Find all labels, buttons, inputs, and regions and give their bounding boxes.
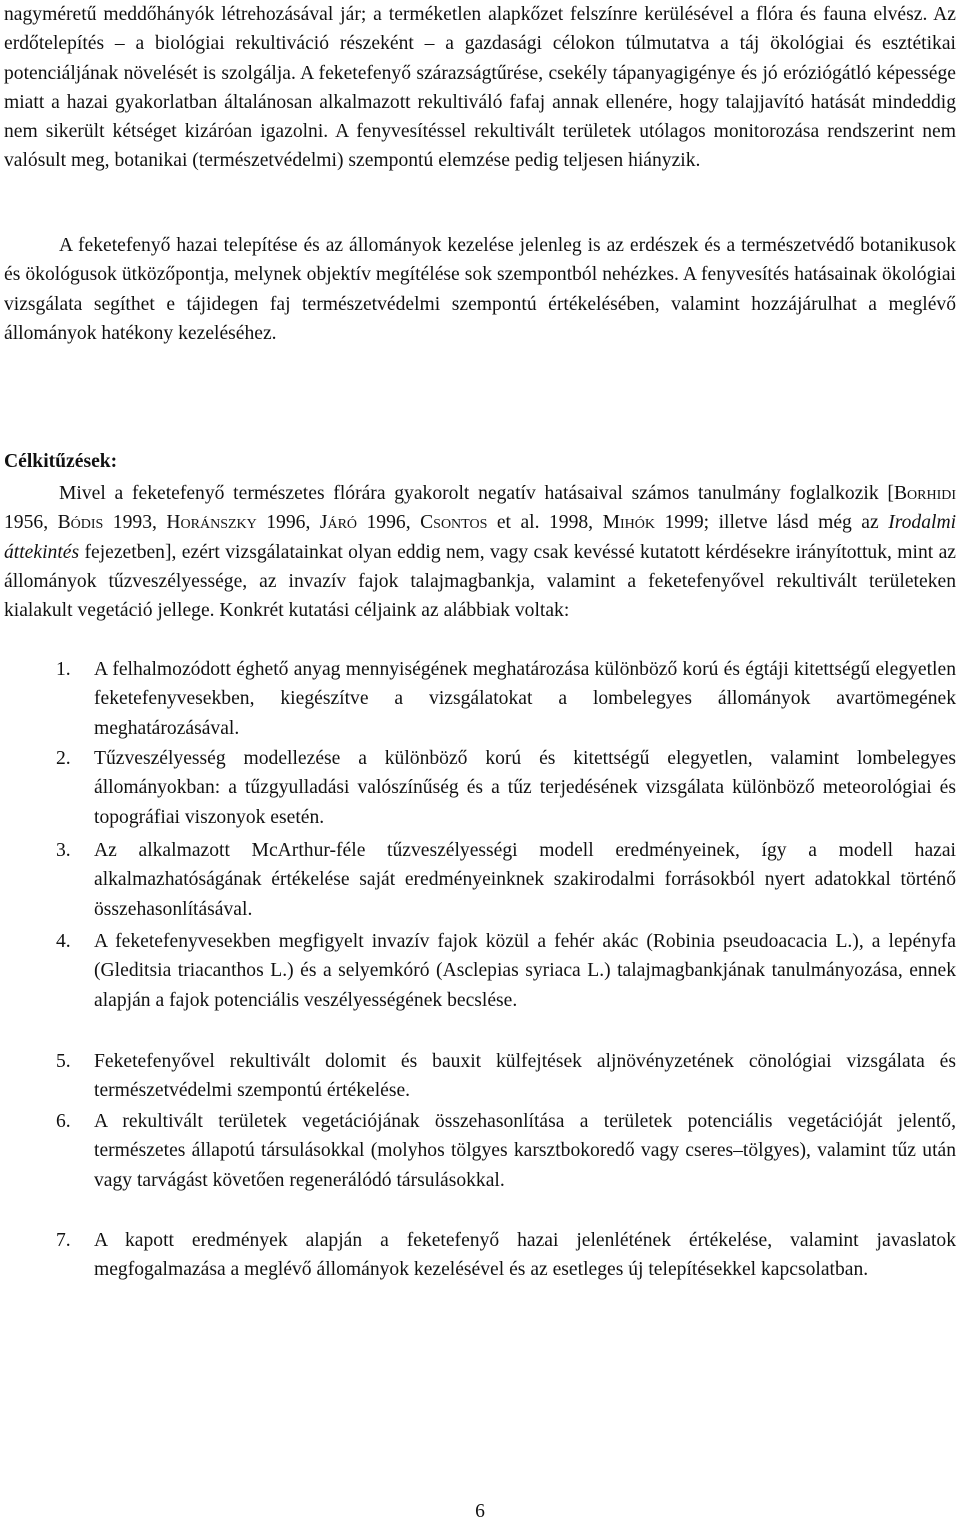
citation-author: Csontos — [420, 512, 488, 534]
list-item — [4, 744, 956, 832]
list-item — [4, 836, 956, 924]
list-item-number: 3. — [56, 840, 71, 861]
list-item — [4, 927, 956, 1015]
citation-author: Bódis — [57, 512, 104, 534]
intro-paragraph — [4, 0, 956, 176]
intro-sentence-3: A fenyvesítéssel rekultivált területek utólagos monitorozása rendszerint nem valósult meg, botanikai (természetvédelmi) szempontú elemzése pedig teljesen hiányzik. — [4, 121, 956, 172]
list-item-text: A feketefenyvesekben megfigyelt invazív fajok közül a fehér akác (Robinia pseudoacacia L.), a lepényfa (Gleditsia triacanthos L.) és a selyemkóró (Asclepias syriaca L.) talajmagbankjának tanulmányozása, ennek alapján a fajok potenciális veszélyességének becslése. — [94, 931, 956, 1011]
citation-author: Mihók — [602, 512, 655, 534]
list-item-number: 2. — [56, 748, 71, 769]
citation-author: Borhidi — [893, 483, 956, 504]
intro-sentence-1: nagyméretű meddőhányók létrehozásával jár; a terméketlen alapkőzet felszínre kerülésével a flóra és fauna elvész. Az erdőtelepítés – a biológiai rekultiváció részeként – a gazdasági célokon túlmutatva a táj ökológiai és esztétikai potenciáljának növelését is szolgálja. — [4, 4, 956, 84]
list-item-text: Az alkalmazott McArthur-féle tűzveszélyességi modell eredményeinek, így a modell hazai alkalmazhatóságának értékelése saját eredményeinknek szakirodalmi forrásokból nyert adatokkal történő összehasonlításával. — [94, 840, 956, 920]
section-heading: Célkitűzések: — [4, 451, 118, 472]
list-item-number: 5. — [56, 1051, 71, 1072]
page-number: 6 — [475, 1501, 485, 1522]
list-item-text: A felhalmozódott éghető anyag mennyiségének meghatározása különböző korú és égtáji kitettségű elegyetlen feketefenyvesekben, kiegészítve a vizsgálatokat a lombelegyes állományok avartömegének meghatározásával. — [94, 659, 956, 739]
list-item — [4, 1226, 956, 1285]
list-item-text: Feketefenyővel rekultivált dolomit és bauxit külfejtések aljnövényzetének cönológiai vizsgálata és természetvédelmi szempontú értékelése. — [94, 1051, 956, 1102]
list-item — [4, 655, 956, 743]
section-reference: Irodalmi áttekintés — [4, 512, 957, 563]
citation-author: Horánszky — [166, 512, 257, 534]
citation-author: Járó — [319, 512, 358, 534]
list-item — [4, 1047, 956, 1106]
intro-sentence-2: A feketefenyő szárazságtűrése, csekély tápanyagigénye és jó eróziógátló képessége miatt a hazai gyakorlatban általánosan alkalmazott rekultiváló fafaj annak ellenére, hogy talajjavító hatását mindeddig nem sikerült kétséget kizáróan igazolni. — [4, 62, 956, 143]
second-paragraph: A feketefenyő hazai telepítése és az állományok kezelése jelenleg is az erdészek és a természetvédő botanikusok és ökológusok ütközőpontja, melynek objektív megítélése sok szempontból nehézkes. A fenyvesítés hatásainak ökológiai vizsgálata segíthet e tájidegen faj természetvédelmi szempontú értékelésében, valamint hozzájárulhat a meglévő állományok hatékony kezeléséhez. — [4, 235, 956, 344]
list-item-text: Tűzveszélyesség modellezése a különböző korú és kitettségű elegyetlen, valamint lombelegyes állományokban: a tűzgyulladási valószínűség és a tűz terjedésének vizsgálata különböző meteorológiai és topográfiai viszonyok esetén. — [94, 748, 956, 828]
list-item-text: A rekultivált területek vegetációjának összehasonlítása a területek potenciális vegetációját jelentő, természetes állapotú társulásokkal (molyhos tölgyes karsztbokoredő vagy cseres–tölgyes), valamint tűz után vagy tarvágást követően regenerálódó társulásokkal. — [94, 1111, 956, 1191]
list-item-number: 7. — [56, 1230, 71, 1251]
list-item-number: 6. — [56, 1111, 71, 1132]
goals-paragraph: Mivel a feketefenyő természetes flórára gyakorolt negatív hatásaival számos tanulmány foglalkozik [Borhidi 1956, Bódis 1993, Horánszky 1996, Járó 1996, Csontos et al. 1998, Mihók 1999; illetve lásd még az Irodalmi áttekintés fejezetben], ezért vizsgálatainkat olyan eddig nem, vagy csak kevéssé kutatott kérdésekre irányítottuk, mint az állományok tűzveszélyessége, az invazív fajok talajmagbankja, valamint a feketefenyővel rekultivált területeken kialakult vegetáció jellege. Konkrét kutatási céljaink az alábbiak voltak: — [4, 483, 957, 622]
list-item-text: A kapott eredmények alapján a feketefenyő hazai jelenlétének értékelése, valamint javaslatok megfogalmazása a meglévő állományok kezelésével és az esetleges új telepítésekkel kapcsolatban. — [94, 1230, 956, 1281]
list-item-number: 1. — [56, 659, 71, 680]
list-item-number: 4. — [56, 931, 71, 952]
list-item — [4, 1107, 956, 1195]
